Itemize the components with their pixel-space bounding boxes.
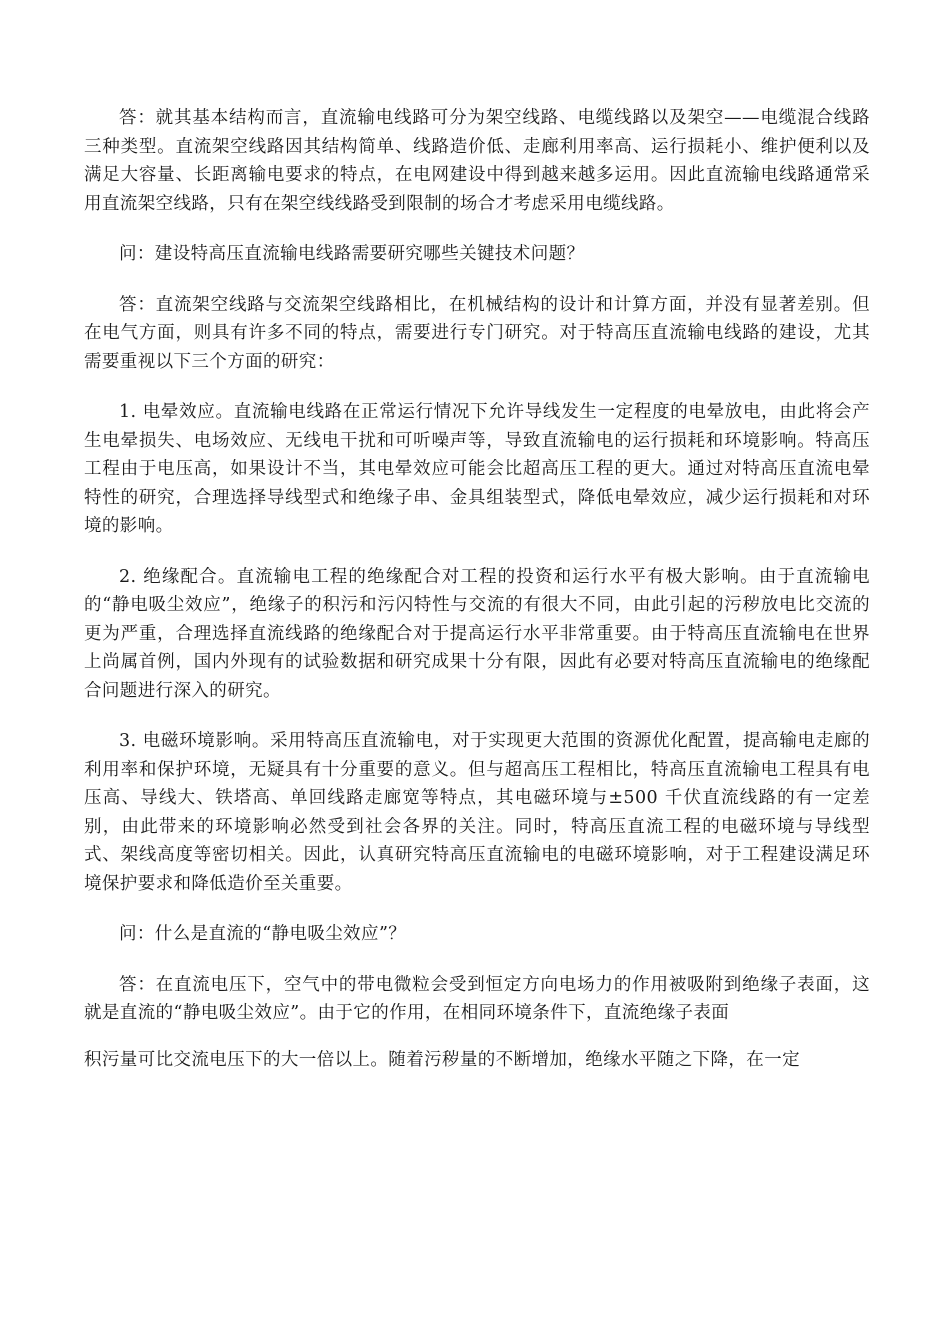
list-item-insulation-coordination: 2. 绝缘配合。直流输电工程的绝缘配合对工程的投资和运行水平有极大影响。由于直流输电的“静电吸尘效应”，绝缘子的积污和污闪特性与交流的有很大不同，由此引起的污秽放电比交流的更为严重，合理选择直流线路的绝缘配合对于提高运行水平非常重要。由于特高压直流输电在世界上尚属首例，国内外现有的试验数据和研究成果十分有限，因此有必要对特高压直流输电的绝缘配合问题进行深入的研究。 <box>84 566 870 701</box>
answer-paragraph-key-issues: 答：直流架空线路与交流架空线路相比，在机械结构的设计和计算方面，并没有显著差别。但在电气方面，则具有许多不同的特点，需要进行专门研究。对于特高压直流输电线路的建设，尤其需要重视以下三个方面的研究： <box>84 294 870 372</box>
document-page <box>84 104 870 1074</box>
answer-paragraph-continuation: 积污量可比交流电压下的大一倍以上。随着污秽量的不断增加，绝缘水平随之下降，在一定 <box>84 1049 800 1070</box>
question-electrostatic-dust-effect: 问：什么是直流的“静电吸尘效应”？ <box>119 924 407 944</box>
list-item-corona-effect: 1. 电晕效应。直流输电线路在正常运行情况下允许导线发生一定程度的电晕放电，由此将会产生电晕损失、电场效应、无线电干扰和可听噪声等，导致直流输电的运行损耗和环境影响。特高压工程由于电压高，如果设计不当，其电晕效应可能会比超高压工程的更大。通过对特高压直流电晕特性的研究，合理选择导线型式和绝缘子串、金具组装型式，降低电晕效应，减少运行损耗和对环境的影响。 <box>84 402 870 536</box>
answer-paragraph-electrostatic-dust: 答：在直流电压下，空气中的带电微粒会受到恒定方向电场力的作用被吸附到绝缘子表面，这就是直流的“静电吸尘效应”。由于它的作用，在相同环境条件下，直流绝缘子表面 <box>84 974 870 1023</box>
list-item-electromagnetic-environment: 3. 电磁环境影响。采用特高压直流输电，对于实现更大范围的资源优化配置，提高输电走廊的利用率和保护环境，无疑具有十分重要的意义。但与超高压工程相比，特高压直流输电工程具有电压高、导线大、铁塔高、单回线路走廊宽等特点，其电磁环境与±500 千伏直流线路的有一定差别，由此带来的环境影响必然受到社会各界的关注。同时，特高压直流工程的电磁环境与导线型式、架线高度等密切相关。因此，认真研究特高压直流输电的电磁环境影响，对于工程建设满足环境保护要求和降低造价至关重要。 <box>84 731 870 894</box>
question-key-technical-issues: 问：建设特高压直流输电线路需要研究哪些关键技术问题？ <box>119 244 585 264</box>
answer-paragraph-line-types: 答：就其基本结构而言，直流输电线路可分为架空线路、电缆线路以及架空——电缆混合线路三种类型。直流架空线路因其结构简单、线路造价低、走廊利用率高、运行损耗小、维护便利以及满足大容量、长距离输电要求的特点，在电网建设中得到越来越多运用。因此直流输电线路通常采用直流架空线路，只有在架空线线路受到限制的场合才考虑采用电缆线路。 <box>84 108 870 214</box>
